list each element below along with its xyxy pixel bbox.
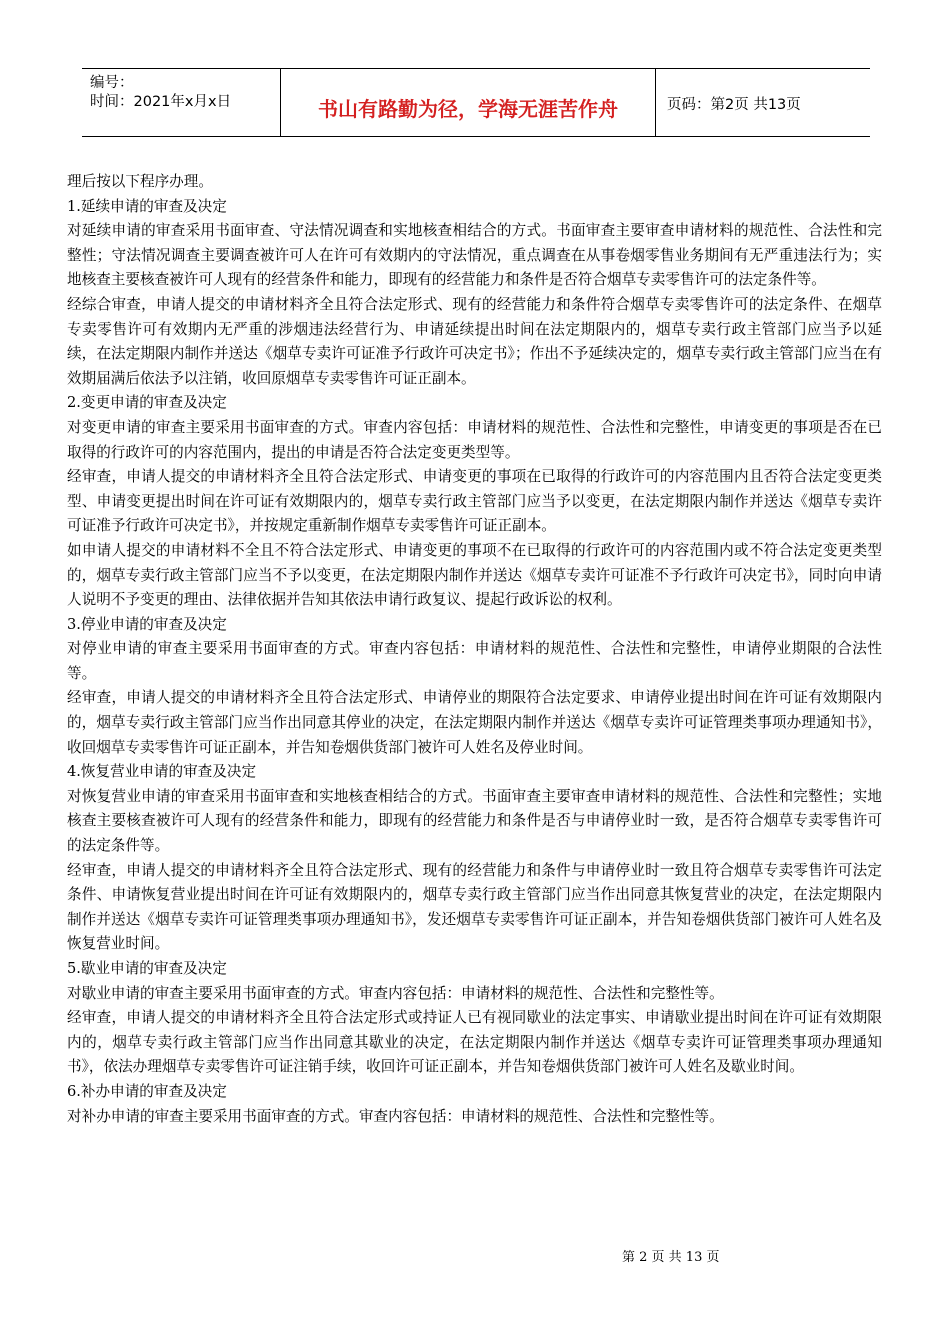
section-heading: 4.恢复营业申请的审查及决定 bbox=[67, 763, 257, 781]
header-motto: 书山有路勤为径，学海无涯苦作舟 bbox=[318, 97, 618, 121]
header-left-cell bbox=[82, 69, 281, 136]
header-middle-cell bbox=[281, 69, 656, 136]
section-heading: 5.歇业申请的审查及决定 bbox=[67, 960, 227, 977]
document-body bbox=[67, 170, 882, 1129]
body-paragraph: 对变更申请的审查主要采用书面审查的方式。审查内容包括：申请材料的规范性、合法性和完整性，申请变更的事项是否在已取得的行政许可的内容范围内，提出的申请是否符合法定变更类型等。 bbox=[67, 418, 882, 461]
body-paragraph: 对恢复营业申请的审查采用书面审查和实地核查相结合的方式。书面审查主要审查申请材料的规范性、合法性和完整性；实地核查主要核查被许可人现有的经营条件和能力，即现有的经营能力和条件是否与申请停业时一致，是否符合烟草专卖零售许可的法定条件等。 bbox=[67, 787, 882, 855]
body-paragraph: 经综合审查，申请人提交的申请材料齐全且符合法定形式、现有的经营能力和条件符合烟草专卖零售许可的法定条件、在烟草专卖零售许可有效期内无严重的涉烟违法经营行为、申请延续提出时间在法定期限内的，烟草专卖行政主管部门应当予以延续，在法定期限内制作并送达《烟草专卖许可证准予行政许可决定书》；作出不予延续决定的，烟草专卖行政主管部门应当在有效期届满后依法予以注销，收回原烟草专卖零售许可证正副本。 bbox=[67, 295, 882, 387]
body-paragraph: 理后按以下程序办理。 bbox=[67, 173, 213, 190]
body-paragraph: 如申请人提交的申请材料不全且不符合法定形式、申请变更的事项不在已取得的行政许可的内容范围内或不符合法定变更类型的，烟草专卖行政主管部门应当不予以变更，在法定期限内制作并送达《烟草专卖许可证准不予行政许可决定书》，同时向申请人说明不予变更的理由、法律依据并告知其依法申请行政复议、提起行政诉讼的权利。 bbox=[67, 541, 882, 609]
body-paragraph: 经审查，申请人提交的申请材料齐全且符合法定形式、申请停业的期限符合法定要求、申请停业提出时间在许可证有效期限内的，烟草专卖行政主管部门应当作出同意其停业的决定，在法定期限内制作并送达《烟草专卖许可证管理类事项办理通知书》，收回烟草专卖零售许可证正副本，并告知卷烟供货部门被许可人姓名及停业时间。 bbox=[67, 689, 882, 756]
header-page-info: 页码：第2页 共13页 bbox=[667, 97, 801, 113]
page-footer-number: 第 2 页 共 13 页 bbox=[622, 1250, 720, 1265]
body-paragraph: 经审查，申请人提交的申请材料齐全且符合法定形式、现有的经营能力和条件与申请停业时一致且符合烟草专卖零售许可法定条件、申请恢复营业提出时间在许可证有效期限内的，烟草专卖行政主管部门应当作出同意其恢复营业的决定，在法定期限内制作并送达《烟草专卖许可证管理类事项办理通知书》，发还烟草专卖零售许可证正副本，并告知卷烟供货部门被许可人姓名及恢复营业时间。 bbox=[67, 861, 882, 953]
body-paragraph: 经审查，申请人提交的申请材料齐全且符合法定形式或持证人已有视同歇业的法定事实、申请歇业提出时间在许可证有效期限内的，烟草专卖行政主管部门应当作出同意其歇业的决定，在法定期限内制作并送达《烟草专卖许可证管理类事项办理通知书》，依法办理烟草专卖零售许可证注销手续，收回许可证正副本，并告知卷烟供货部门被许可人姓名及歇业时间。 bbox=[67, 1009, 882, 1076]
document-header bbox=[82, 68, 870, 137]
body-paragraph: 经审查，申请人提交的申请材料齐全且符合法定形式、申请变更的事项在已取得的行政许可的内容范围内且否符合法定变更类型、申请变更提出时间在许可证有效期限内的，烟草专卖行政主管部门应当予以变更，在法定期限内制作并送达《烟草专卖许可证准予行政许可决定书》，并按规定重新制作烟草专卖零售许可证正副本。 bbox=[67, 468, 882, 535]
section-heading: 6.补办申请的审查及决定 bbox=[67, 1082, 227, 1100]
document-code-label: 编号： bbox=[90, 75, 134, 91]
section-heading: 3.停业申请的审查及决定 bbox=[67, 615, 227, 633]
body-paragraph: 对歇业申请的审查主要采用书面审查的方式。审查内容包括：申请材料的规范性、合法性和完整性等。 bbox=[67, 984, 724, 1002]
section-heading: 2.变更申请的审查及决定 bbox=[67, 394, 227, 412]
body-paragraph: 对补办申请的审查主要采用书面审查的方式。审查内容包括：申请材料的规范性、合法性和完整性等。 bbox=[67, 1107, 724, 1125]
header-right-cell bbox=[657, 69, 870, 136]
document-date: 时间：2021年x月x日 bbox=[90, 94, 232, 110]
body-paragraph: 对停业申请的审查主要采用书面审查的方式。审查内容包括：申请材料的规范性、合法性和完整性，申请停业期限的合法性等。 bbox=[67, 640, 882, 682]
body-paragraph: 对延续申请的审查采用书面审查、守法情况调查和实地核查相结合的方式。书面审查主要审查申请材料的规范性、合法性和完整性；守法情况调查主要调查被许可人在许可有效期内的守法情况，重点调查在从事卷烟零售业务期间有无严重违法行为；实地核查主要核查被许可人现有的经营条件和能力，即现有的经营能力和条件是否符合烟草专卖零售许可的法定条件等。 bbox=[67, 222, 882, 289]
section-heading: 1.延续申请的审查及决定 bbox=[67, 197, 227, 215]
